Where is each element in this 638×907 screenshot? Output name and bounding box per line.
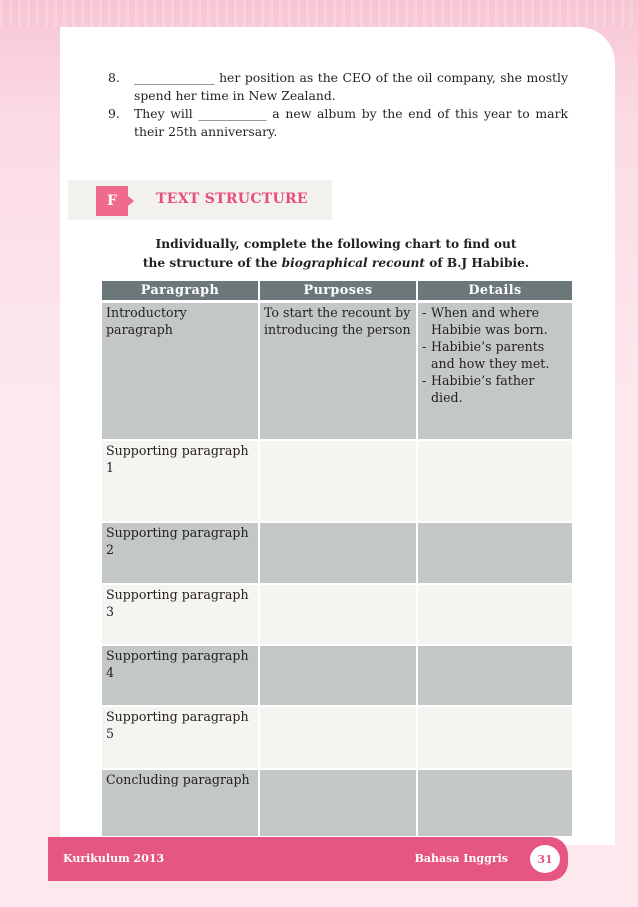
detail-text: When and where Habibie was born. [431,305,548,337]
purpose-cell[interactable] [259,645,417,706]
detail-text: Habibie’s parents and how they met. [431,339,550,371]
table-row [101,584,573,645]
details-cell[interactable] [417,522,573,584]
detail-text: Habibie’s father died. [431,373,535,405]
instruction-part: of B.J Habibie. [424,256,530,270]
section-letter-badge: F [96,186,128,216]
section-header [68,180,332,220]
exercise-item [108,69,568,104]
detail-item: - Habibie’s parents and how they met. [422,339,550,371]
exercise-list [108,69,568,141]
purpose-cell[interactable] [259,440,417,522]
exercise-item [108,105,568,140]
column-header-paragraph: Paragraph [101,281,259,302]
footer-curriculum: Kurikulum 2013 [63,852,165,865]
purpose-cell[interactable] [259,584,417,645]
paragraph-cell: Supporting paragraph 3 [101,584,259,645]
table-row [101,706,573,769]
table-row [101,302,573,440]
footer-subject: Bahasa Inggris [414,852,508,865]
item-text: _____________ her position as the CEO of the oil company, she mostly spend her time in New Zealand. [134,70,568,103]
footer-bar [48,837,568,881]
header-stripes [0,0,638,27]
details-cell[interactable] [417,769,573,837]
instruction-text [100,235,572,273]
details-cell[interactable] [417,440,573,522]
table-row [101,522,573,584]
detail-item: - When and where Habibie was born. [422,305,548,337]
detail-item: - Habibie’s father died. [422,373,535,405]
paragraph-cell: Supporting paragraph 1 [101,440,259,522]
instruction-line-2 [100,254,572,273]
instruction-emphasis: biographical recount [281,256,425,270]
instruction-line-1: Individually, complete the following chart to find out [155,237,517,251]
details-cell [417,302,573,440]
structure-chart [100,281,574,838]
table-row [101,645,573,706]
column-header-purposes: Purposes [259,281,417,302]
paragraph-cell: Introductory paragraph [101,302,259,440]
arrow-icon [128,196,134,206]
item-number: 9. [108,106,120,121]
details-cell[interactable] [417,706,573,769]
paragraph-cell: Supporting paragraph 4 [101,645,259,706]
item-text: They will ___________ a new album by the end of this year to mark their 25th anniversary. [134,106,568,139]
paragraph-cell: Supporting paragraph 5 [101,706,259,769]
details-cell[interactable] [417,645,573,706]
table-row [101,440,573,522]
item-number: 8. [108,70,120,85]
table-row [101,769,573,837]
purpose-cell[interactable] [259,769,417,837]
section-title: TEXT STRUCTURE [156,191,308,207]
purpose-cell[interactable] [259,522,417,584]
table-header-row [101,281,573,302]
column-header-details: Details [417,281,573,302]
purpose-cell[interactable] [259,706,417,769]
details-cell[interactable] [417,584,573,645]
page-number: 31 [530,845,560,873]
purpose-cell: To start the recount by introducing the person [259,302,417,440]
paragraph-cell: Supporting paragraph 2 [101,522,259,584]
paragraph-cell: Concluding paragraph [101,769,259,837]
instruction-part: the structure of the [142,256,282,270]
